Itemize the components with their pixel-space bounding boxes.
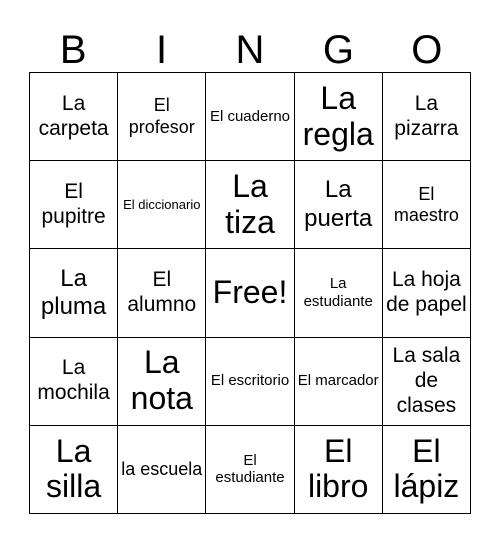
- bingo-cell[interactable]: El marcador: [295, 338, 383, 426]
- bingo-cell[interactable]: El lápiz: [383, 426, 471, 514]
- header-letter-b: B: [59, 28, 87, 72]
- bingo-cell[interactable]: La pluma: [30, 249, 118, 337]
- bingo-cell[interactable]: La sala de clases: [383, 338, 471, 426]
- free-space-cell[interactable]: Free!: [206, 249, 294, 337]
- header-letter-o: O: [411, 28, 443, 72]
- bingo-header: [29, 28, 471, 72]
- bingo-cell[interactable]: La silla: [30, 426, 118, 514]
- bingo-cell[interactable]: La regla: [295, 73, 383, 161]
- bingo-cell[interactable]: El escritorio: [206, 338, 294, 426]
- bingo-cell[interactable]: La nota: [118, 338, 206, 426]
- bingo-cell[interactable]: El estudiante: [206, 426, 294, 514]
- bingo-cell[interactable]: El diccionario: [118, 161, 206, 249]
- bingo-cell[interactable]: El maestro: [383, 161, 471, 249]
- bingo-cell[interactable]: El profesor: [118, 73, 206, 161]
- bingo-cell[interactable]: La estudiante: [295, 249, 383, 337]
- bingo-board: [29, 72, 471, 514]
- bingo-cell[interactable]: El alumno: [118, 249, 206, 337]
- bingo-cell[interactable]: El cuaderno: [206, 73, 294, 161]
- bingo-cell[interactable]: El libro: [295, 426, 383, 514]
- header-letter-n: N: [235, 28, 265, 72]
- header-letter-i: I: [156, 28, 168, 72]
- bingo-cell[interactable]: La carpeta: [30, 73, 118, 161]
- bingo-cell[interactable]: El pupitre: [30, 161, 118, 249]
- bingo-cell[interactable]: la escuela: [118, 426, 206, 514]
- bingo-cell[interactable]: La pizarra: [383, 73, 471, 161]
- bingo-cell[interactable]: La tiza: [206, 161, 294, 249]
- bingo-cell[interactable]: La mochila: [30, 338, 118, 426]
- bingo-cell[interactable]: La hoja de papel: [383, 249, 471, 337]
- bingo-cell[interactable]: La puerta: [295, 161, 383, 249]
- header-letter-g: G: [322, 28, 354, 72]
